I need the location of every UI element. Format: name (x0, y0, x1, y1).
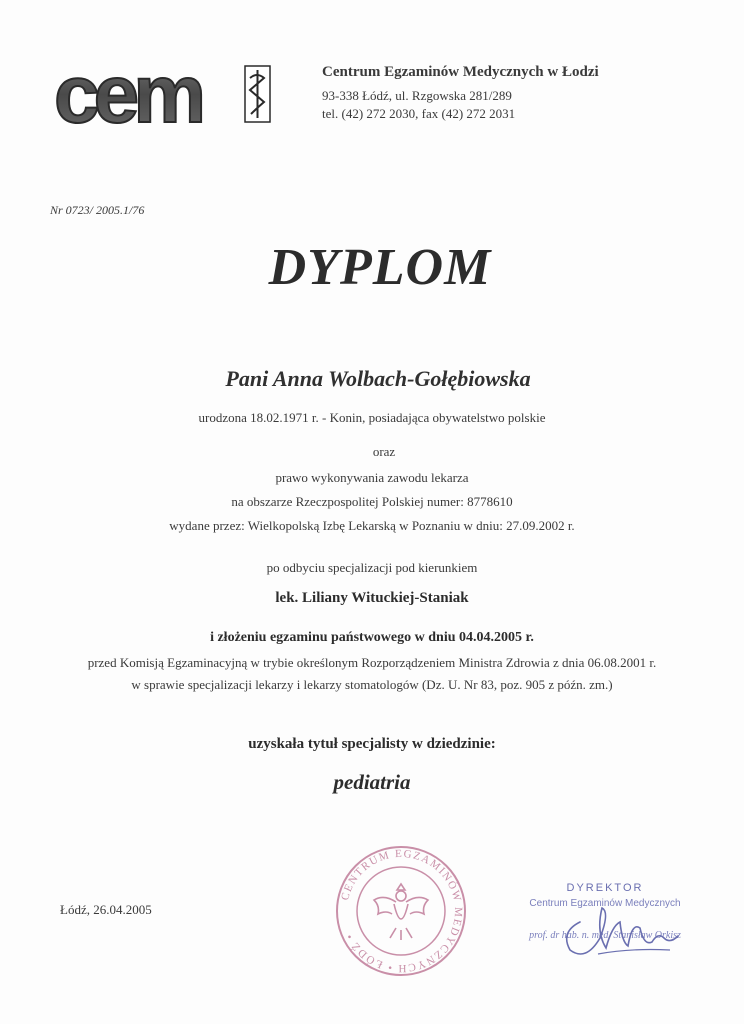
recipient-name: Pani Anna Wolbach-Gołębiowska (225, 366, 531, 391)
regulation-reference: w sprawie specjalizacji lekarzy i lekarzy stomatologów (Dz. U. Nr 83, poz. 905 z późn. zm.) (131, 677, 613, 692)
specialization-statement: po odbyciu specjalizacji pod kierunkiem (266, 560, 478, 575)
handwritten-signature (540, 892, 690, 964)
document-number: Nr 0723/ 2005.1/76 (50, 203, 145, 217)
commission-statement: przed Komisją Egzaminacyjną w trybie określonym Rozporządzeniem Ministra Zdrowia z dnia 06.08.2001 r. (87, 655, 657, 670)
organization-phone-fax: tel. (42) 272 2030, fax (42) 272 2031 (322, 106, 516, 121)
birth-info: urodzona 18.02.1971 r. - Konin, posiadająca obywatelstwo polskie (198, 410, 546, 425)
license-statement: prawo wykonywania zawodu lekarza (275, 470, 469, 485)
cem-logo (52, 58, 282, 130)
signature-role: DYREKTOR (566, 882, 644, 894)
license-issuer: wydane przez: Wielkopolską Izbę Lekarską w Poznaniu w dniu: 27.09.2002 r. (169, 518, 575, 533)
specialty-name: pediatria (333, 770, 411, 794)
signature-name: prof. dr hab. n. med. Stanisław Orkisz (529, 930, 681, 941)
diploma-title: DYPLOM (268, 239, 492, 296)
director-signature-block (500, 880, 710, 960)
place-and-date: Łódź, 26.04.2005 (60, 902, 152, 917)
official-seal (334, 844, 468, 978)
conjunction-oraz: oraz (372, 444, 396, 459)
caduceus-icon (245, 66, 270, 122)
license-number: na obszarze Rzeczpospolitej Polskiej numer: 8778610 (231, 494, 513, 509)
logo-text: cem (54, 58, 201, 130)
signature-unit: Centrum Egzaminów Medycznych (529, 898, 681, 909)
organization-address: 93-338 Łódź, ul. Rzgowska 281/289 (322, 88, 512, 103)
supervisor-name: lek. Liliany Wituckiej-Staniak (275, 590, 469, 606)
seal-text: CENTRUM EGZAMINÓW MEDYCZNYCH • ŁÓDŹ • (339, 847, 465, 975)
organization-name: Centrum Egzaminów Medycznych w Łodzi (322, 64, 599, 80)
eagle-emblem-icon (374, 884, 428, 940)
title-obtained-statement: uzyskała tytuł specjalisty w dziedzinie: (248, 736, 496, 752)
exam-statement: i złożeniu egzaminu państwowego w dniu 04.04.2005 r. (210, 630, 534, 645)
